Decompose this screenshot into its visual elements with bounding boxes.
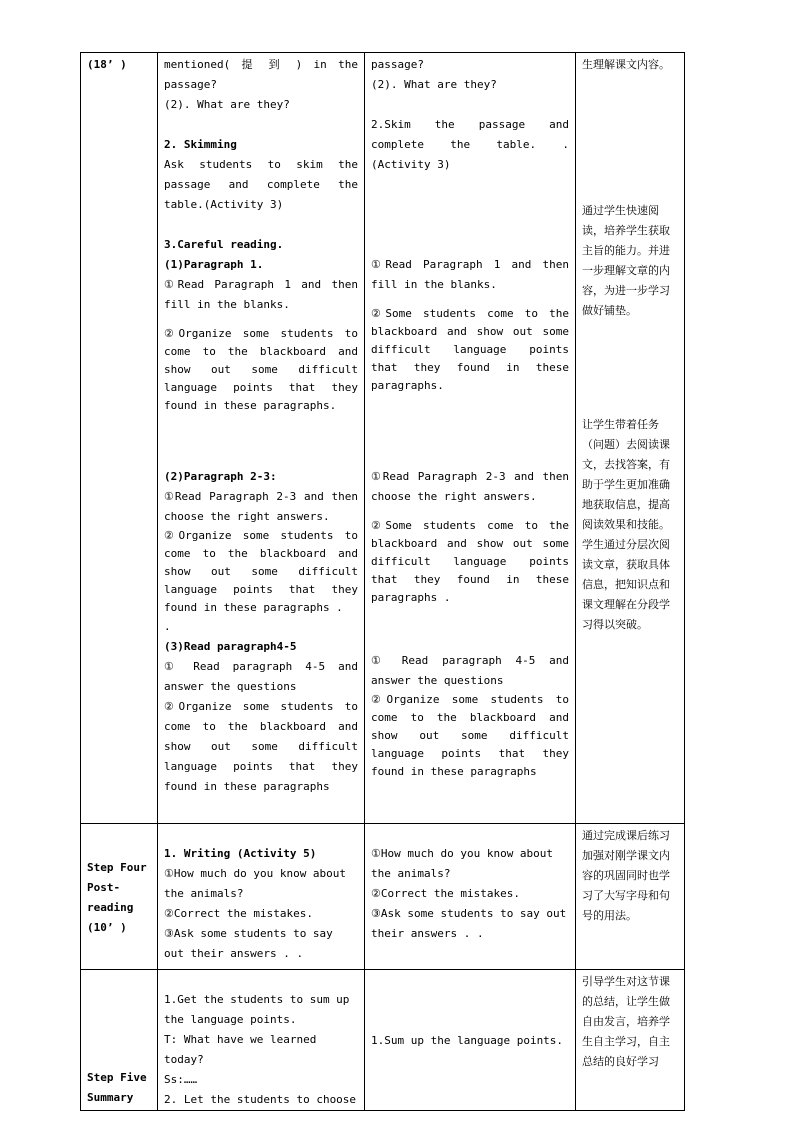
student-summary-a: 1.Sum up the language points. [371,1034,564,1047]
purpose-cell [576,53,685,824]
paragraph-4-5-task-b: ②Organize some students to come to the blackboard and show out some difficult language points that they found in these paragraphs [164,700,358,793]
purpose-note-5: 引导学生对这节课的总结，让学生做自由发言，培养学生自主学习，自主总结的良好学习 [582,975,670,1068]
student-question-2: (2). What are they? [371,78,497,91]
careful-reading-heading: 3.Careful reading. [164,238,284,251]
student-paragraph-4-5-b: ②Organize some students to come to the blackboard and show out some difficult language points that they found in these paragraphs [371,693,569,778]
student-activity-cell [365,53,576,824]
purpose-cell [576,824,685,970]
step-four-label: Step Four Post-reading (10’ ) [87,860,147,934]
teacher-activity-cell [158,824,365,970]
summary-task-c: Ss:…… [164,1073,198,1086]
purpose-note-4: 通过完成课后练习加强对刚学课文内容的巩固同时也学习了大写字母和句号的用法。 [582,829,670,922]
writing-heading: 1. Writing (Activity 5) [164,847,317,860]
teacher-question-1: mentioned( 提 到 ) in the passage? [164,58,358,91]
paragraph-1-task-a: ①Read Paragraph 1 and then fill in the blanks. [164,278,358,311]
skimming-instruction: Ask students to skim the passage and complete the table.(Activity 3) [164,158,358,211]
paragraph-4-5-heading: (3)Read paragraph4-5 [164,640,297,653]
table-row [81,53,685,824]
student-paragraph-1-a: ①Read Paragraph 1 and then fill in the blanks. [371,258,569,291]
student-writing-a: ①How much do you know about the animals? [371,847,554,880]
student-skim: 2.Skim the passage and complete the table. .(Activity 3) [371,118,569,171]
paragraph-1-heading: (1)Paragraph 1. [164,258,264,271]
step-cell [81,824,158,970]
purpose-note-2: 通过学生快速阅读，培养学生获取主旨的能力。并进一步理解文章的内容，为进一步学习做好铺垫。 [582,204,670,317]
paragraph-1-task-b: ②Organize some students to come to the blackboard and show out some difficult language points that they found in these paragraphs. [164,327,358,412]
paragraph-2-3-task-a: ①Read Paragraph 2-3 and then choose the right answers. [164,490,358,523]
lesson-plan-table [80,52,685,1111]
student-paragraph-2-3-a: ①Read Paragraph 2-3 and then choose the right answers. [371,470,569,503]
teacher-question-2: (2). What are they? [164,98,290,111]
student-activity-cell [365,824,576,970]
student-question-1: passage? [371,58,424,71]
student-paragraph-1-b: ②Some students come to the blackboard and show out some difficult language points that they found in these paragraphs. [371,307,569,392]
student-paragraph-2-3-b: ②Some students come to the blackboard and show out some difficult language points that they found in these paragraphs . [371,519,569,604]
step-cell [81,53,158,824]
paragraph-2-3-dot: . [164,620,171,633]
table-row [81,824,685,970]
student-paragraph-4-5-a: ① Read paragraph 4-5 and answer the questions [371,654,569,687]
purpose-note-3: 让学生带着任务（问题）去阅读课文，去找答案，有助于学生更加准确地获取信息，提高阅读效果和技能。学生通过分层次阅读文章，获取具体信息，把知识点和课文理解在分段学习得以突破。 [582,418,670,631]
writing-task-c: ③Ask some students to say out their answers . . [164,927,333,960]
teacher-activity-cell [158,53,365,824]
writing-task-a: ①How much do you know about the animals? [164,867,347,900]
student-activity-cell [365,970,576,1111]
skimming-heading: 2. Skimming [164,138,237,151]
writing-task-b: ②Correct the mistakes. [164,907,313,920]
step-cell [81,970,158,1111]
summary-task-a: 1.Get the students to sum up the language points. [164,993,350,1026]
purpose-note-1: 生理解课文内容。 [582,58,670,71]
table-row [81,970,685,1111]
teacher-activity-cell [158,970,365,1111]
paragraph-4-5-task-a: ① Read paragraph 4-5 and answer the questions [164,660,358,693]
student-writing-b: ②Correct the mistakes. [371,887,520,900]
step-time: (18’ ) [87,58,127,71]
summary-task-b: T: What have we learned today? [164,1033,317,1066]
step-five-label: Step Five Summary [87,1071,147,1104]
purpose-cell [576,970,685,1111]
paragraph-2-3-heading: (2)Paragraph 2-3: [164,470,277,483]
summary-task-d: 2. Let the students to choose [164,1093,357,1106]
student-writing-c: ③Ask some students to say out their answers . . [371,907,567,940]
paragraph-2-3-task-b: ②Organize some students to come to the blackboard and show out some difficult language points that they found in these paragraphs . [164,529,358,614]
